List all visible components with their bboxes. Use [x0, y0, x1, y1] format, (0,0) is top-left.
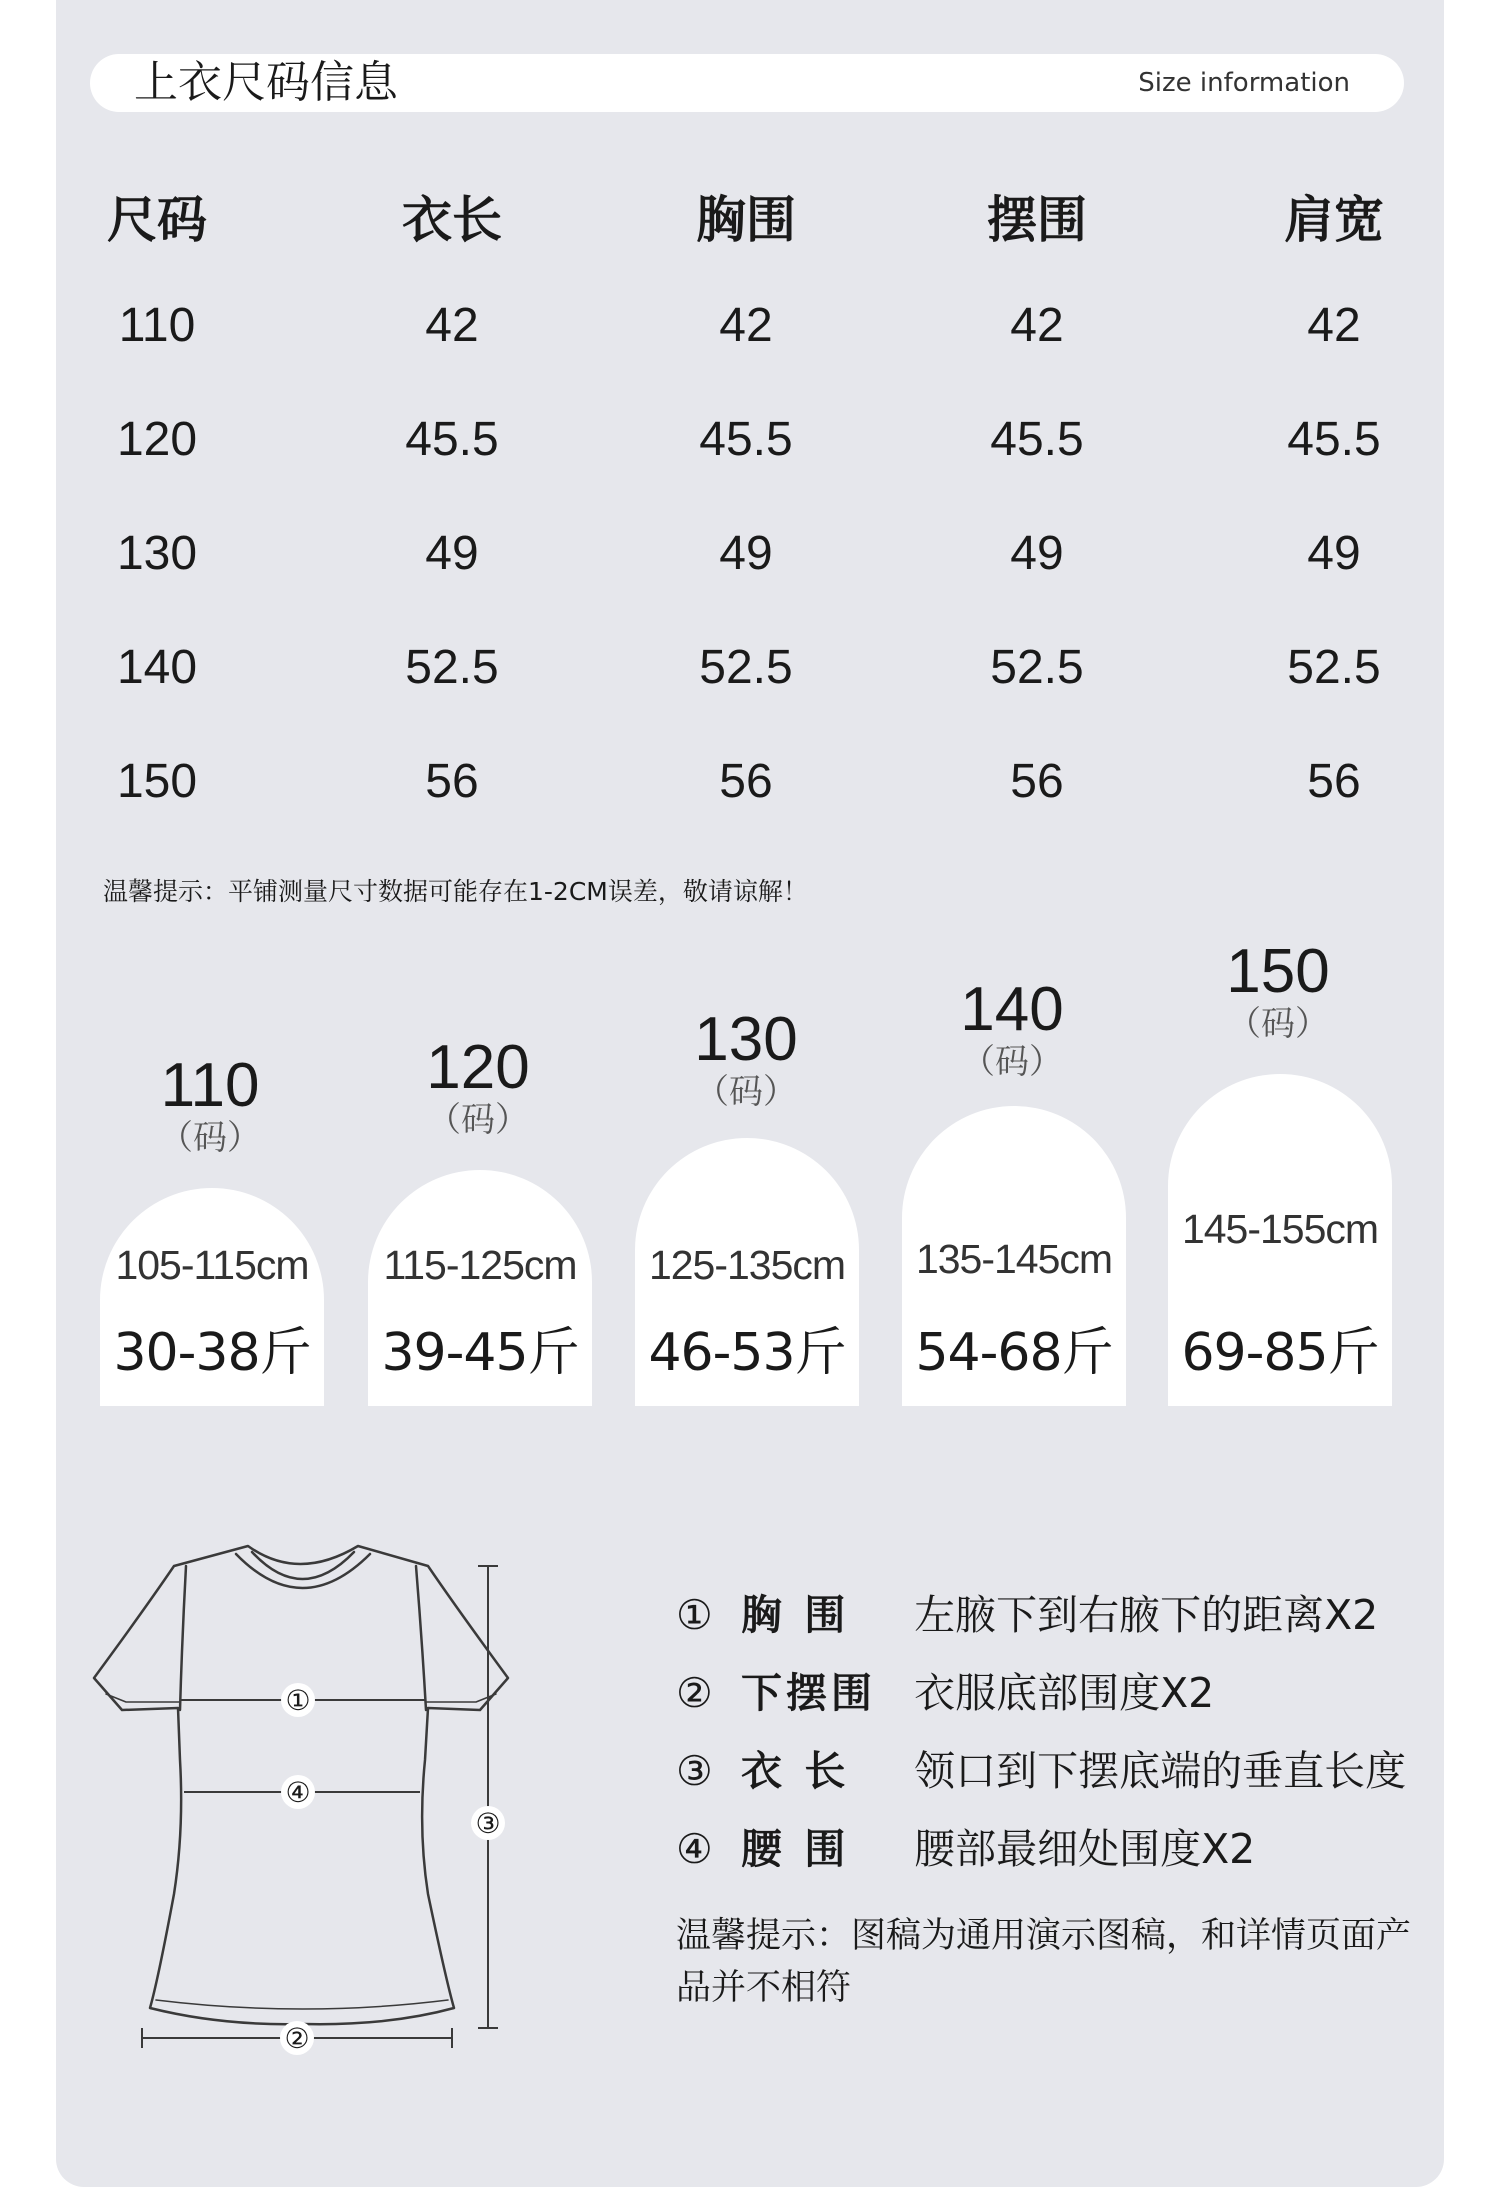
size-card-weight: 69-85斤 [1181, 1323, 1379, 1383]
size-card-unit: （码） [159, 1118, 261, 1158]
size-card [1168, 1074, 1392, 1406]
size-card-height: 135-145cm [915, 1236, 1113, 1282]
size-card-unit: （码） [695, 1072, 797, 1112]
legend-number: ① [676, 1591, 713, 1639]
size-card-label [100, 1051, 320, 1158]
legend-name: 腰 围 [741, 1825, 850, 1873]
size-card-unit: （码） [427, 1100, 529, 1140]
table-header-cell: 衣长 [402, 191, 502, 249]
size-card-label [902, 975, 1122, 1082]
size-card [100, 1188, 324, 1406]
size-card-unit: （码） [961, 1042, 1063, 1082]
table-cell: 52.5 [405, 641, 499, 694]
table-cell: 150 [116, 755, 198, 808]
table-cell: 45.5 [405, 413, 499, 466]
table-cell: 56 [1010, 755, 1064, 808]
legend-name: 衣 长 [741, 1747, 850, 1795]
size-card-weight: 30-38斤 [113, 1323, 311, 1383]
legend-description: 领口到下摆底端的垂直长度 [914, 1747, 1407, 1795]
legend-number: ② [676, 1669, 713, 1717]
shirt-diagram [88, 1530, 528, 2070]
legend-name: 胸 围 [741, 1591, 850, 1639]
size-card-weight: 54-68斤 [915, 1323, 1113, 1383]
size-card-height: 115-125cm [383, 1242, 577, 1288]
chest-marker: ① [285, 1684, 311, 1717]
table-cell: 52.5 [1287, 641, 1381, 694]
table-cell: 56 [425, 755, 479, 808]
legend-description: 衣服底部围度X2 [914, 1669, 1215, 1717]
table-cell: 140 [116, 641, 198, 694]
table-cell: 120 [116, 413, 198, 466]
hem-marker: ② [284, 2022, 310, 2055]
legend-item [676, 1816, 1255, 1875]
size-card-weight: 46-53斤 [648, 1323, 846, 1383]
table-cell: 130 [116, 527, 198, 580]
table-cell: 42 [1307, 299, 1361, 352]
size-card-label [368, 1033, 588, 1140]
legend-description: 左腋下到右腋下的距离X2 [914, 1591, 1379, 1639]
size-card-label [636, 1005, 856, 1112]
length-marker: ③ [475, 1807, 501, 1840]
size-card [902, 1106, 1126, 1406]
table-header-cell: 胸围 [696, 191, 796, 249]
table-cell: 42 [425, 299, 479, 352]
size-card-number: 140 [960, 975, 1064, 1044]
header-title: 上衣尺码信息 [134, 57, 398, 108]
size-card-weight: 39-45斤 [381, 1323, 579, 1383]
size-card-unit: （码） [1227, 1004, 1329, 1044]
table-cell: 42 [1010, 299, 1064, 352]
diagram-tip: 温馨提示：图稿为通用演示图稿，和详情页面产品并不相符 [676, 1916, 1412, 2008]
table-cell: 45.5 [1287, 413, 1381, 466]
legend-name: 下摆围 [741, 1669, 877, 1717]
table-cell: 56 [1307, 755, 1361, 808]
size-card-number: 110 [160, 1051, 260, 1120]
legend-item [676, 1582, 1378, 1641]
size-card-height: 125-135cm [648, 1242, 846, 1288]
waist-marker: ④ [285, 1776, 311, 1809]
size-card-number: 120 [426, 1033, 530, 1102]
legend-item [676, 1738, 1406, 1797]
table-cell: 45.5 [699, 413, 793, 466]
table-cell: 52.5 [990, 641, 1084, 694]
table-cell: 110 [118, 299, 196, 352]
size-card-number: 130 [694, 1005, 798, 1074]
table-cell: 42 [719, 299, 773, 352]
table-header-cell: 尺码 [107, 191, 207, 249]
size-card [635, 1138, 859, 1406]
size-card-height: 105-115cm [115, 1242, 309, 1288]
table-cell: 49 [719, 527, 773, 580]
legend-item [676, 1660, 1214, 1719]
size-card-number: 150 [1226, 937, 1330, 1006]
table-header-cell: 肩宽 [1284, 191, 1384, 249]
legend-description: 腰部最细处围度X2 [914, 1825, 1256, 1873]
table-cell: 49 [425, 527, 479, 580]
table-cell: 52.5 [699, 641, 793, 694]
size-card-label [1168, 937, 1388, 1044]
header-subtitle: Size information [1138, 68, 1350, 98]
size-card-height: 145-155cm [1181, 1206, 1379, 1252]
table-cell: 45.5 [990, 413, 1084, 466]
table-cell: 56 [719, 755, 773, 808]
header-bar [90, 54, 1404, 112]
table-header-cell: 摆围 [987, 191, 1087, 249]
table-cell: 49 [1010, 527, 1064, 580]
legend-number: ③ [676, 1747, 713, 1795]
measurement-tip: 温馨提示：平铺测量尺寸数据可能存在1-2CM误差，敬请谅解！ [103, 877, 808, 906]
size-card [368, 1170, 592, 1406]
table-cell: 49 [1307, 527, 1361, 580]
legend-number: ④ [676, 1825, 713, 1873]
